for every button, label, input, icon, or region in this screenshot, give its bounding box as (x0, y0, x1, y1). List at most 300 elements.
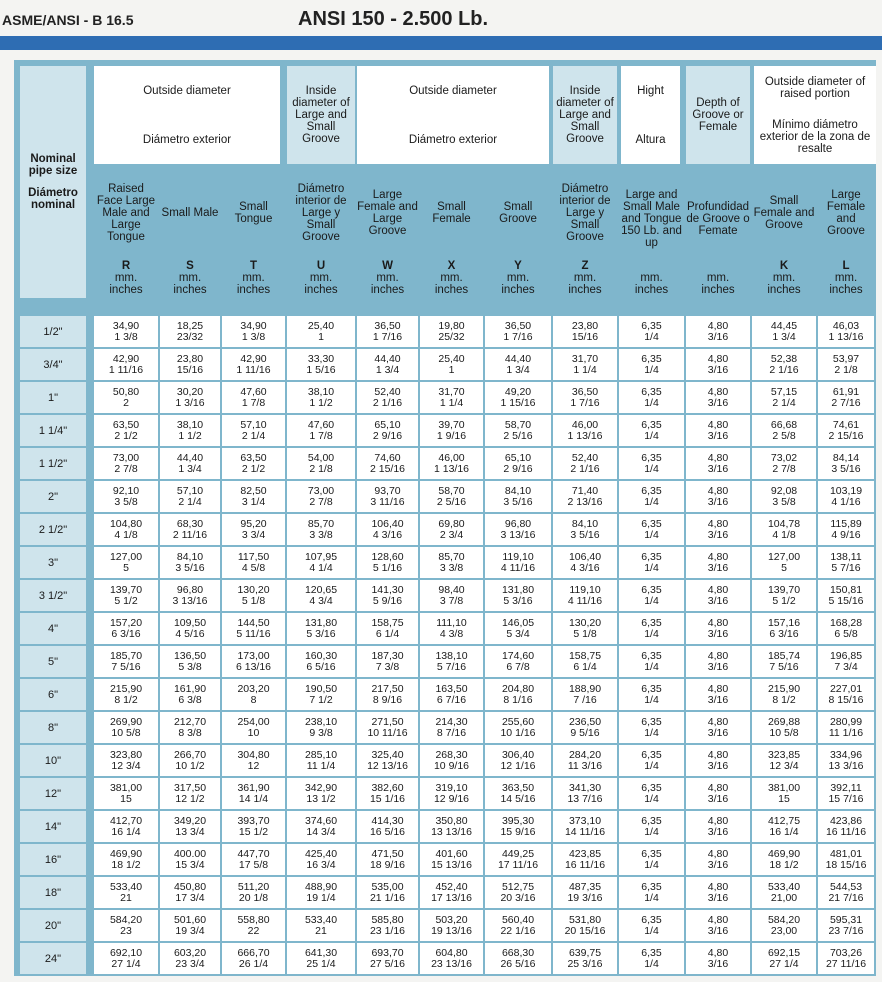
cell-mm: 236,50 (568, 715, 602, 728)
cell-inches: 20 1/8 (238, 891, 269, 904)
cell-inches: 6 13/16 (235, 660, 272, 673)
cell-mm: 4,80 (707, 781, 729, 794)
cell-inches: 8 15/16 (828, 693, 864, 706)
cell-inches: 15 (120, 792, 132, 805)
table-cell (357, 415, 418, 446)
cell-mm: 144,50 (237, 616, 270, 629)
table-cell (485, 415, 551, 446)
cell-mm: 73,00 (307, 484, 335, 497)
cell-mm: 203,20 (237, 682, 270, 695)
table-cell (553, 910, 617, 941)
cell-mm: 25,40 (307, 319, 335, 332)
cell-mm: 6,35 (641, 583, 662, 596)
cell-mm: 323,85 (767, 748, 801, 761)
cell-mm: 374,60 (304, 814, 338, 827)
table-cell (686, 514, 750, 545)
cell-inches: 1/4 (644, 627, 659, 640)
column-header-z (553, 170, 617, 298)
cell-mm: 6,35 (641, 352, 662, 365)
cell-mm: 131,80 (501, 583, 535, 596)
cell-mm: 52,40 (374, 385, 401, 398)
cell-mm: 47,60 (240, 385, 267, 398)
cell-inches: 5 3/16 (306, 627, 336, 640)
cell-inches: 13 7/16 (567, 792, 603, 805)
table-cell (619, 514, 684, 545)
cell-mm: 127,00 (109, 550, 143, 563)
table-cell (619, 613, 684, 644)
cell-inches: 5 3/4 (506, 627, 530, 640)
cell-inches: 1 3/4 (506, 363, 530, 376)
cell-mm: 512,75 (501, 880, 535, 893)
group-raised-portion (754, 66, 876, 164)
cell-inches: 23/32 (176, 330, 204, 343)
column-units-inches: inches (236, 284, 271, 296)
cell-inches: 11 1/16 (828, 726, 864, 739)
table-cell (686, 349, 750, 380)
table-cell (287, 316, 355, 347)
cell-mm: 280,99 (829, 715, 863, 728)
table-cell (752, 943, 816, 974)
row-size-label: 1/2" (20, 316, 86, 347)
cell-inches: 9 3/8 (309, 726, 333, 739)
cell-mm: 535,00 (371, 880, 404, 893)
table-cell (553, 745, 617, 776)
cell-mm: 73,02 (770, 451, 798, 464)
cell-mm: 212,70 (173, 715, 207, 728)
table-cell (94, 712, 158, 743)
cell-mm: 6,35 (641, 451, 662, 464)
cell-mm: 68,30 (176, 517, 204, 530)
table-cell (553, 877, 617, 908)
cell-mm: 471,50 (371, 847, 404, 860)
cell-mm: 488,90 (304, 880, 338, 893)
cell-inches: 3 13/16 (500, 528, 536, 541)
column-header-w (357, 170, 418, 298)
table-cell (222, 514, 285, 545)
cell-inches: 13 13/16 (431, 825, 472, 838)
cell-inches: 2 7/8 (114, 462, 138, 475)
cell-mm: 50,80 (112, 385, 140, 398)
table-cell (287, 415, 355, 446)
cell-mm: 4,80 (707, 649, 729, 662)
cell-inches: 23 3/4 (175, 957, 205, 970)
cell-inches: 2 1/2 (241, 462, 266, 475)
cell-mm: 84,10 (504, 484, 532, 497)
cell-inches: 2 7/8 (309, 495, 333, 508)
cell-inches: 2 11/16 (172, 528, 208, 541)
cell-inches: 2 15/16 (369, 462, 406, 475)
cell-inches: 26 1/4 (238, 957, 269, 970)
cell-mm: 381,00 (109, 781, 143, 794)
cell-mm: 38,10 (176, 418, 204, 431)
table-cell (94, 943, 158, 974)
cell-mm: 19,80 (438, 319, 465, 332)
table-cell (752, 415, 816, 446)
cell-mm: 157,20 (109, 616, 143, 629)
table-cell (160, 910, 220, 941)
table-cell (553, 349, 617, 380)
cell-inches: 5 1/8 (573, 627, 597, 640)
cell-mm: 381,00 (767, 781, 801, 794)
cell-inches: 2 1/2 (114, 429, 138, 442)
cell-mm: 603,20 (173, 946, 207, 959)
table-cell (160, 382, 220, 413)
cell-mm: 6,35 (641, 847, 662, 860)
cell-mm: 4,80 (707, 583, 729, 596)
cell-mm: 130,20 (237, 583, 270, 596)
cell-inches: 1 11/16 (236, 363, 271, 376)
column-header-y (485, 170, 551, 298)
column-letter: U (316, 260, 326, 272)
cell-inches: 15 3/4 (175, 858, 205, 871)
cell-inches: 1 3/4 (772, 330, 796, 343)
cell-inches: 2 5/16 (503, 429, 533, 442)
table-cell (222, 679, 285, 710)
table-cell (752, 481, 816, 512)
table-cell (357, 613, 418, 644)
cell-mm: 57,15 (770, 385, 798, 398)
cell-mm: 6,35 (641, 418, 662, 431)
column-units-mm: mm. (834, 272, 858, 284)
cell-inches: 3 3/8 (439, 561, 464, 574)
table-cell (553, 481, 617, 512)
row-size-label: 4" (20, 613, 86, 644)
cell-mm: 44,40 (176, 451, 204, 464)
cell-inches: 3/16 (707, 627, 729, 640)
cell-mm: 215,90 (767, 682, 801, 695)
table-cell (357, 316, 418, 347)
table-cell (222, 646, 285, 677)
column-units-inches: inches (767, 284, 801, 296)
table-cell (357, 910, 418, 941)
cell-mm: 268,30 (435, 748, 468, 761)
table-cell (222, 349, 285, 380)
cell-inches: 9 5/16 (570, 726, 600, 739)
table-cell (619, 547, 684, 578)
table-cell (686, 778, 750, 809)
table-cell (222, 943, 285, 974)
table-cell (357, 646, 418, 677)
table-cell (553, 778, 617, 809)
table-cell (94, 349, 158, 380)
cell-inches: 12 9/16 (433, 792, 470, 805)
column-letter: T (249, 260, 258, 272)
table-cell (222, 811, 285, 842)
cell-mm: 85,70 (438, 550, 465, 563)
cell-inches: 2 1/8 (834, 363, 858, 376)
cell-mm: 306,40 (501, 748, 535, 761)
cell-mm: 120,65 (304, 583, 338, 596)
cell-mm: 6,35 (641, 715, 662, 728)
table-cell (752, 712, 816, 743)
table-cell (420, 778, 483, 809)
cell-mm: 585,80 (371, 913, 404, 926)
cell-mm: 214,30 (435, 715, 468, 728)
cell-inches: 1 7/8 (309, 429, 333, 442)
table-cell (160, 778, 220, 809)
table-cell (287, 349, 355, 380)
cell-inches: 7 3/8 (375, 660, 400, 673)
table-cell (420, 910, 483, 941)
cell-mm: 271,50 (371, 715, 404, 728)
table-cell (686, 679, 750, 710)
cell-inches: 1/4 (644, 330, 659, 343)
table-cell (619, 580, 684, 611)
cell-inches: 2 9/16 (372, 429, 403, 442)
row-size-label: 3" (20, 547, 86, 578)
cell-inches: 3 5/16 (503, 495, 533, 508)
column-units-mm: mm. (706, 272, 730, 284)
column-letter: S (186, 260, 194, 272)
table-cell (357, 580, 418, 611)
group-label-en: Outside diameter (409, 84, 497, 97)
cell-mm: 469,90 (767, 847, 801, 860)
table-cell (619, 745, 684, 776)
table-cell (222, 844, 285, 875)
cell-inches: 1/4 (644, 495, 659, 508)
table-cell (752, 316, 816, 347)
table-cell (287, 910, 355, 941)
column-desc: Small Tongue (234, 201, 273, 225)
cell-mm: 23,80 (176, 352, 204, 365)
column-letter: K (779, 260, 789, 272)
column-units-inches: inches (829, 284, 863, 296)
table-cell (686, 613, 750, 644)
table-cell (818, 448, 874, 479)
cell-mm: 98,40 (438, 583, 465, 596)
cell-mm: 584,20 (109, 913, 143, 926)
cell-mm: 47,60 (307, 418, 335, 431)
cell-mm: 6,35 (641, 649, 662, 662)
cell-inches: 11 1/4 (306, 759, 336, 772)
cell-inches: 16 11/16 (564, 858, 606, 871)
cell-inches: 7 5/16 (111, 660, 141, 673)
table-cell (818, 316, 874, 347)
cell-mm: 104,80 (109, 517, 143, 530)
cell-inches: 3/16 (707, 429, 729, 442)
cell-mm: 481,01 (829, 847, 863, 860)
cell-mm: 423,86 (829, 814, 863, 827)
cell-mm: 185,74 (767, 649, 801, 662)
cell-mm: 6,35 (641, 550, 662, 563)
cell-mm: 392,11 (830, 781, 862, 794)
cell-inches: 1/4 (644, 660, 659, 673)
cell-mm: 92,10 (112, 484, 140, 497)
cell-mm: 401,60 (435, 847, 468, 860)
cell-mm: 188,90 (568, 682, 602, 695)
table-cell (553, 712, 617, 743)
row-size-label: 24" (20, 943, 86, 974)
cell-mm: 238,10 (304, 715, 338, 728)
table-cell (160, 415, 220, 446)
cell-mm: 61,91 (832, 385, 860, 398)
cell-mm: 71,40 (571, 484, 599, 497)
cell-mm: 53,97 (832, 352, 860, 365)
cell-inches: 1/4 (644, 396, 659, 409)
table-cell (420, 316, 483, 347)
cell-inches: 4 3/16 (570, 561, 600, 574)
table-cell (94, 844, 158, 875)
column-units-inches: inches (434, 284, 469, 296)
cell-inches: 3 5/8 (114, 495, 138, 508)
cell-inches: 3 3/4 (241, 528, 266, 541)
cell-mm: 414,30 (371, 814, 404, 827)
column-desc: Raised Face Large Male and Large Tongue (96, 183, 156, 243)
table-cell (818, 646, 874, 677)
cell-inches: 3/16 (707, 726, 729, 739)
cell-mm: 544,53 (829, 880, 863, 893)
cell-inches: 3/16 (707, 330, 729, 343)
table-cell (420, 646, 483, 677)
cell-inches: 15 13/16 (431, 858, 472, 871)
table-cell (357, 382, 418, 413)
cell-inches: 2 7/8 (772, 462, 796, 475)
table-cell (818, 349, 874, 380)
table-cell (485, 877, 551, 908)
table-cell (485, 349, 551, 380)
cell-mm: 127,00 (767, 550, 801, 563)
cell-inches: 13 1/2 (306, 792, 336, 805)
cell-inches: 1 9/16 (436, 429, 467, 442)
cell-inches: 3/16 (707, 660, 729, 673)
row-size-label: 16" (20, 844, 86, 875)
cell-inches: 23 13/16 (431, 957, 472, 970)
cell-inches: 1/4 (644, 363, 659, 376)
cell-mm: 46,00 (571, 418, 599, 431)
column-units-mm: mm. (506, 272, 530, 284)
table-cell (818, 745, 874, 776)
cell-inches: 6 7/8 (506, 660, 530, 673)
table-cell (818, 613, 874, 644)
cell-mm: 692,10 (109, 946, 143, 959)
cell-inches: 3 13/16 (172, 594, 208, 607)
cell-mm: 423,85 (568, 847, 602, 860)
cell-inches: 1 3/8 (241, 330, 266, 343)
standard-label: ASME/ANSI - B 16.5 (2, 12, 134, 28)
cell-inches: 21 (315, 924, 327, 937)
cell-mm: 4,80 (707, 517, 729, 530)
column-units-inches: inches (173, 284, 207, 296)
cell-inches: 3 11/16 (370, 495, 405, 508)
table-cell (553, 415, 617, 446)
table-cell (619, 844, 684, 875)
cell-mm: 119,10 (569, 583, 601, 596)
cell-mm: 584,20 (767, 913, 801, 926)
cell-inches: 3 5/16 (570, 528, 600, 541)
column-units-inches: inches (501, 284, 535, 296)
cell-mm: 595,31 (829, 913, 863, 926)
cell-mm: 6,35 (641, 781, 662, 794)
table-cell (420, 811, 483, 842)
cell-mm: 269,90 (109, 715, 143, 728)
group-inside-diameter-u (287, 66, 355, 164)
cell-mm: 163,50 (435, 682, 468, 695)
cell-mm: 531,80 (568, 913, 602, 926)
column-header-k (752, 170, 816, 298)
cell-mm: 36,50 (504, 319, 532, 332)
cell-mm: 604,80 (435, 946, 468, 959)
table-cell (222, 448, 285, 479)
cell-inches: 4 1/4 (309, 561, 333, 574)
cell-inches: 1/4 (644, 825, 659, 838)
cell-mm: 69,80 (438, 517, 465, 530)
table-cell (686, 712, 750, 743)
table-cell (752, 679, 816, 710)
cell-inches: 12 3/4 (111, 759, 141, 772)
table-cell (222, 580, 285, 611)
table-cell (160, 580, 220, 611)
cell-inches: 18 9/16 (369, 858, 406, 871)
cell-mm: 39,70 (438, 418, 465, 431)
table-cell (357, 877, 418, 908)
cell-mm: 204,80 (501, 682, 535, 695)
cell-mm: 6,35 (641, 517, 662, 530)
cell-mm: 325,40 (371, 748, 404, 761)
table-cell (94, 415, 158, 446)
table-cell (619, 349, 684, 380)
cell-mm: 6,35 (641, 616, 662, 629)
group-label: Inside diameter of Large and Small Groove (292, 85, 350, 145)
cell-mm: 692,15 (767, 946, 801, 959)
cell-mm: 34,90 (240, 319, 267, 332)
group-label-es: Altura (635, 133, 666, 146)
cell-mm: 84,10 (571, 517, 599, 530)
cell-inches: 1 1/4 (439, 396, 464, 409)
cell-mm: 73,00 (112, 451, 140, 464)
table-cell (357, 712, 418, 743)
cell-inches: 10 11/16 (367, 726, 408, 739)
cell-mm: 349,20 (173, 814, 207, 827)
cell-mm: 138,10 (435, 649, 468, 662)
cell-mm: 84,14 (832, 451, 860, 464)
cell-inches: 21 (120, 891, 132, 904)
cell-inches: 3/16 (707, 924, 729, 937)
group-outside-diameter-mid (357, 66, 549, 164)
cell-inches: 6 5/8 (834, 627, 858, 640)
table-cell (752, 580, 816, 611)
cell-inches: 21,00 (770, 891, 798, 904)
table-cell (686, 646, 750, 677)
cell-mm: 449,25 (501, 847, 535, 860)
cell-mm: 160,30 (304, 649, 338, 662)
table-cell (160, 514, 220, 545)
table-cell (287, 448, 355, 479)
table-cell (94, 778, 158, 809)
table-cell (287, 811, 355, 842)
cell-mm: 158,75 (371, 616, 404, 629)
table-cell (686, 943, 750, 974)
cell-mm: 173,00 (237, 649, 270, 662)
cell-mm: 412,75 (767, 814, 801, 827)
cell-inches: 1 13/16 (567, 429, 603, 442)
table-cell (686, 580, 750, 611)
table-cell (752, 778, 816, 809)
cell-inches: 8 1/16 (503, 693, 533, 706)
table-cell (619, 943, 684, 974)
cell-mm: 533,40 (767, 880, 801, 893)
cell-inches: 27 1/4 (769, 957, 799, 970)
table-cell (160, 712, 220, 743)
table-cell (94, 613, 158, 644)
row-size-label: 2 1/2" (20, 514, 86, 545)
table-cell (94, 547, 158, 578)
table-cell (485, 811, 551, 842)
table-cell (818, 514, 874, 545)
column-header-col9 (619, 170, 684, 298)
table-cell (222, 712, 285, 743)
column-desc: Diámetro interior de Large y Small Groove (559, 183, 611, 243)
table-cell (686, 547, 750, 578)
